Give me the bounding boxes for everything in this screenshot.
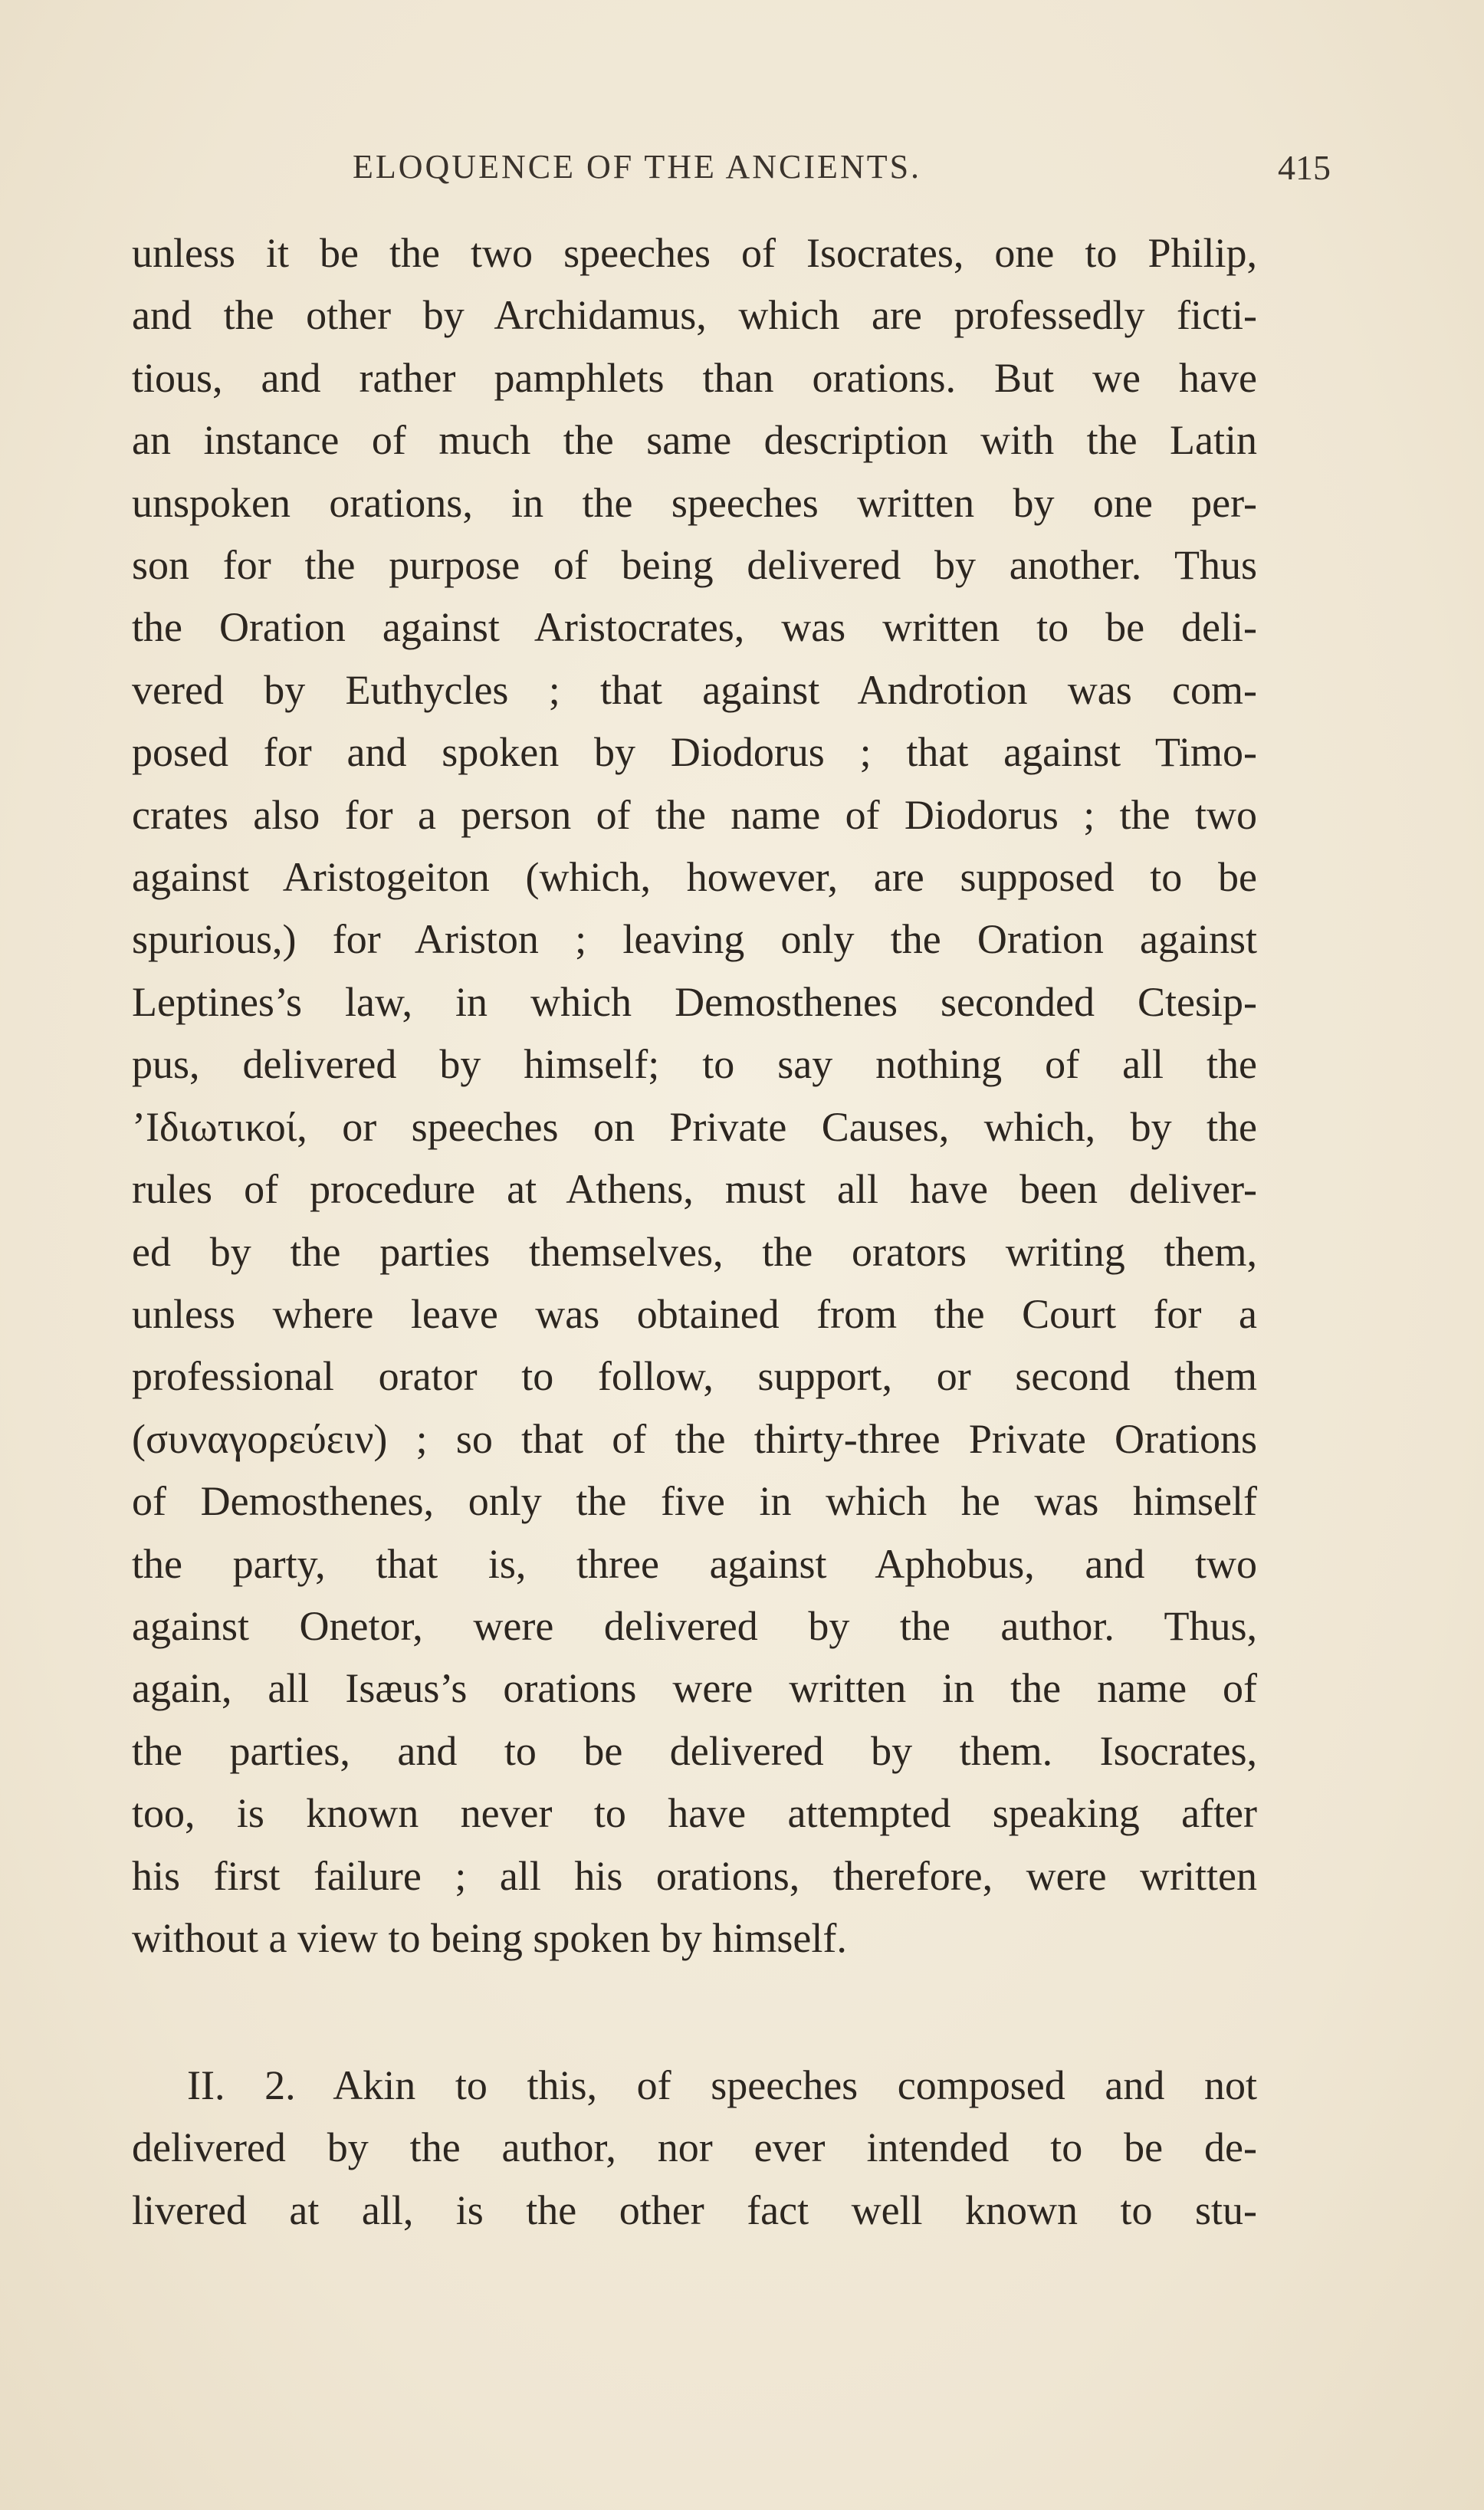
text-line: again, all Isæus’s orations were written in the name of [132, 1665, 1257, 1712]
text-line: rules of procedure at Athens, must all have been deliver- [132, 1166, 1257, 1213]
running-head [138, 147, 1346, 193]
text-line: of Demosthenes, only the five in which he was himself [132, 1478, 1257, 1525]
text-line: an instance of much the same description with the Latin [132, 417, 1257, 464]
text-line: his first failure ; all his orations, therefore, were written [132, 1852, 1257, 1899]
text-line: the party, that is, three against Aphobus, and two [132, 1540, 1257, 1587]
text-line: unless it be the two speeches of Isocrates, one to Philip, [132, 230, 1257, 276]
text-line: pus, delivered by himself; to say nothing of all the [132, 1041, 1257, 1088]
text-line: too, is known never to have attempted speaking after [132, 1790, 1257, 1837]
paragraph-1 [132, 222, 1257, 1970]
text-line: without a view to being spoken by himself. [132, 1914, 847, 1961]
text-line: II. 2. Akin to this, of speeches composed and not [187, 2062, 1257, 2108]
page-number: 415 [1278, 148, 1331, 187]
text-line: against Aristogeiton (which, however, are supposed to be [132, 854, 1257, 901]
text-line: professional orator to follow, support, or second them [132, 1353, 1257, 1400]
text-line: (συναγορεύειν) ; so that of the thirty-three Private Orations [132, 1415, 1257, 1462]
text-line: ’Ιδιωτικοί, or speeches on Private Causes, which, by the [132, 1103, 1257, 1150]
text-line: against Onetor, were delivered by the author. Thus, [132, 1602, 1257, 1649]
text-line: spurious,) for Ariston ; leaving only the Oration against [132, 916, 1257, 963]
text-line: the Oration against Aristocrates, was written to be deli- [132, 604, 1257, 651]
paragraph-2 [132, 2055, 1257, 2242]
text-line: vered by Euthycles ; that against Androtion was com- [132, 666, 1257, 713]
text-line: and the other by Archidamus, which are professedly ficti- [132, 292, 1257, 339]
text-line: unspoken orations, in the speeches written by one per- [132, 479, 1257, 526]
text-line: son for the purpose of being delivered by another. Thus [132, 542, 1257, 589]
text-line: crates also for a person of the name of Diodorus ; the two [132, 791, 1257, 838]
text-line: delivered by the author, nor ever intended to be de- [132, 2124, 1257, 2171]
text-line: Leptines’s law, in which Demosthenes seconded Ctesip- [132, 978, 1257, 1025]
text-line: posed for and spoken by Diodorus ; that against Timo- [132, 729, 1257, 776]
text-line: the parties, and to be delivered by them. Isocrates, [132, 1727, 1257, 1774]
running-title: ELOQUENCE OF THE ANCIENTS. [353, 148, 922, 186]
text-line: ed by the parties themselves, the orators writing them, [132, 1228, 1257, 1275]
text-line: unless where leave was obtained from the Court for a [132, 1290, 1257, 1337]
text-line: livered at all, is the other fact well known to stu- [132, 2186, 1257, 2233]
text-line: tious, and rather pamphlets than orations. But we have [132, 354, 1257, 401]
